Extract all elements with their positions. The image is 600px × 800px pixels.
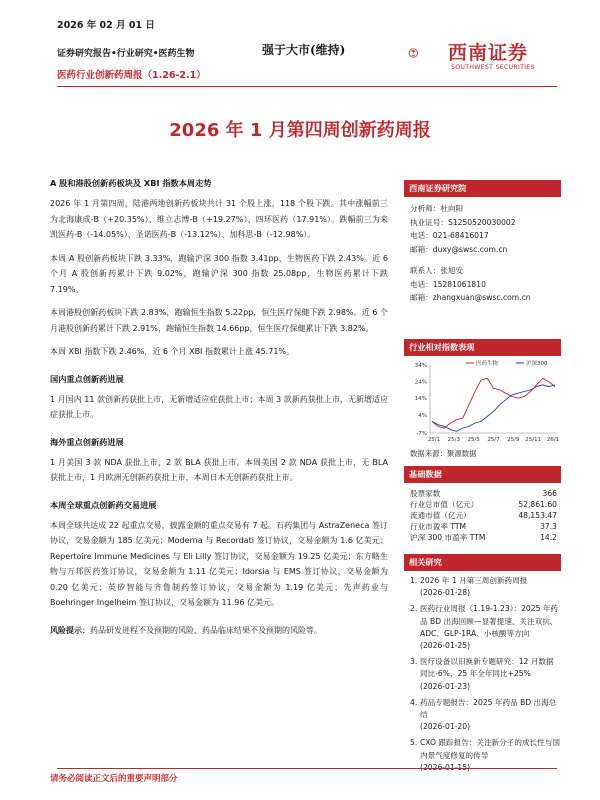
section-heading: 海外重点创新药进展 <box>50 436 124 447</box>
market-table <box>404 488 561 543</box>
section-market <box>50 176 388 360</box>
related-date: (2026-01-25) <box>420 641 471 651</box>
footer-rule <box>57 768 557 769</box>
related-title: 药品专题报告：2025 年药品 BD 出海总结 <box>420 697 557 720</box>
y-tick-label: 24% <box>414 379 427 386</box>
chart-header <box>404 339 561 356</box>
x-tick-label: 25/1 <box>427 437 441 443</box>
item-number: 1. <box>410 576 418 585</box>
legend-label: 沪深300 <box>526 361 548 367</box>
phone: 021-68416017 <box>432 231 489 240</box>
item-number: 5. <box>410 738 418 748</box>
related-list <box>404 575 561 774</box>
label: 邮箱： <box>410 244 433 254</box>
market-key: 股票家数 <box>410 489 441 498</box>
rating: 强于大市(维持) <box>262 43 346 57</box>
series-line-csi300 <box>432 385 555 431</box>
related-text <box>420 603 561 652</box>
label: 执业证号： <box>410 217 448 227</box>
label: 电话： <box>410 279 433 289</box>
related-item[interactable] <box>410 575 561 599</box>
y-tick-label: 14% <box>414 396 427 403</box>
email-link[interactable]: duxy@swsc.com.cn <box>432 244 508 254</box>
related-title: 2026 年 1 月第三周创新药周报 <box>420 576 528 585</box>
main-content <box>50 176 388 646</box>
chart-source: 数据来源：聚源数据 <box>410 449 477 458</box>
paragraph: 本周全球共达成 22 起重点交易，披露金额的重点交易有 7 起。石药集团与 AstraZeneca 签订协议，交易金额为 185 亿美元；Moderna 与 Recordati 签订协议，交易金额为 1.6 亿美元；Repertoire Immune Medicines 与 Eli Lilly 签订协议，交易金额为 19.25 亿美元；东方略生物与万邦医药签订协议，交易金额为 1.11 亿美元；Idorsia 与 EMS 签订协议，交易金额为 0.20 亿美元；英矽智能与齐鲁制药签订协议，交易金额为 1.19 亿美元；先声药业与 Boehringer Ingelheim 签订协议，交易金额为 11.96 亿美元。 <box>50 520 388 607</box>
phone: 15281061810 <box>432 279 486 289</box>
report-series: 医药行业创新药周报（1.26-2.1） <box>57 70 206 81</box>
analyst-panel <box>404 180 561 305</box>
market-row <box>404 488 561 499</box>
label: 分析师： <box>410 204 441 213</box>
market-value: 48,153.47 <box>518 511 557 520</box>
section-deals <box>50 498 388 611</box>
market-row <box>404 532 561 543</box>
related-title: CXO 跟踪报告：关注新分子的成长性与国内景气度修复的传导 <box>420 738 560 760</box>
market-key: 行业市盈率 TTM <box>410 522 467 531</box>
x-tick-label: 25/7 <box>487 437 500 443</box>
header-rule <box>57 86 557 87</box>
paragraph: 本周 XBI 指数下跌 2.46%，近 6 个月 XBI 指数累计上涨 45.71%。 <box>50 347 295 356</box>
market-value: 366 <box>542 489 557 498</box>
logo-english: SOUTHWEST SECURITIES <box>451 64 535 71</box>
legend-label: 医药生物 <box>476 361 499 367</box>
market-key: 流通市值（亿元） <box>410 511 471 520</box>
related-title: 医疗设备以旧换新专题研究：12 月数据同比-6%，25 年全年同比+25% <box>420 657 554 679</box>
y-tick-label: 4% <box>418 412 427 419</box>
report-date: 2026 年 02 月 01 日 <box>57 20 155 31</box>
market-row <box>404 499 561 510</box>
x-tick-label: 25/11 <box>525 437 542 443</box>
analyst-info <box>404 202 561 305</box>
paragraph: 2026 年 1 月第四周，陆港两地创新药板块共计 31 个股上涨，118 个股下跌。其中涨幅前三为北海康成-B（+20.35%）、维立志博-B（+19.27%）、四环医药（17.91%）。跌幅前三为来凯医药-B（-14.05%）、圣诺医药-B（-13.12%）、加科思-B（-12.98%）。 <box>50 199 388 239</box>
related-date: (2026-01-28) <box>420 588 471 598</box>
y-tick-label: -7% <box>416 431 427 437</box>
x-tick-label: 26/1 <box>546 437 560 443</box>
market-value: 14.2 <box>540 533 557 542</box>
southwest-logo-icon <box>408 33 448 73</box>
label: 联系人： <box>410 266 441 275</box>
risk-label: 风险提示： <box>50 625 90 635</box>
market-key: 行业总市值（亿元） <box>410 500 479 509</box>
analyst-name: 杜向阳 <box>440 204 464 213</box>
market-key: 沪深 300 市盈率 TTM <box>410 533 486 542</box>
item-number: 4. <box>410 697 418 707</box>
risk-note <box>50 623 388 639</box>
series-line-pharma <box>432 378 555 428</box>
section-overseas <box>50 435 388 486</box>
related-date: (2026-01-20) <box>420 722 471 732</box>
section-heading: 本周全球重点创新药交易进展 <box>50 499 157 510</box>
cert-number: S1250520030002 <box>447 217 516 227</box>
logo-name: 西南证券 <box>448 42 529 64</box>
market-row <box>404 521 561 532</box>
analyst-heading: 西南证券研究院 <box>404 180 561 197</box>
page-title: 2026 年 1 月第四周创新药周报 <box>169 120 431 141</box>
x-tick-label: 25/3 <box>447 437 461 443</box>
related-text <box>420 656 561 693</box>
related-item[interactable] <box>410 697 561 734</box>
x-tick-label: 25/9 <box>507 437 520 443</box>
related-date: (2026-01-23) <box>420 681 471 691</box>
market-row <box>404 510 561 521</box>
paragraph: 1 月美国 3 款 NDA 获批上市，2 款 BLA 获批上市。本周美国 2 款 NDA 获批上市，无 BLA 获批上市，1 月欧洲无创新药获批上市，本周日本无创新药获批上市。 <box>50 457 388 482</box>
section-heading: A 股和港股创新药板块及 XBI 指数本周走势 <box>50 178 212 188</box>
related-heading: 相关研究 <box>404 554 561 571</box>
footer-disclaimer[interactable]: 请务必阅读正文后的重要声明部分 <box>50 774 178 784</box>
related-item[interactable] <box>410 656 561 693</box>
paragraph: 1 月国内 11 款创新药获批上市，无新增适应症获批上市；本周 3 款新药获批上市，无新增适应症获批上市。 <box>50 394 388 419</box>
contact-name: 张旭安 <box>440 266 464 275</box>
x-tick-label: 25/5 <box>467 437 480 443</box>
paragraph: 本周 A 股创新药板块下跌 3.33%，跑输沪深 300 指数 3.41pp，生物医药下跌 2.43%。近 6 个月 A 股创新药累计下跌 9.02%，跑输沪深 300 指数 25.08pp，生物医药累计下跌 7.19%。 <box>50 253 388 294</box>
related-text <box>420 575 561 599</box>
relative-index-chart <box>404 355 561 455</box>
label: 电话： <box>410 231 433 240</box>
market-value: 52,861.60 <box>518 500 557 509</box>
section-domestic <box>50 372 388 423</box>
related-text <box>420 697 561 734</box>
item-number: 3. <box>410 657 418 667</box>
email-link[interactable]: zhangxuan@swsc.com.cn <box>432 293 531 302</box>
chart-heading: 行业相对指数表现 <box>404 339 561 356</box>
risk-text: 药品研发进程不及预期的风险、药品临床结果不及预期的风险等。 <box>90 625 322 635</box>
label: 邮箱： <box>410 293 433 302</box>
related-panel <box>404 554 561 778</box>
report-type: 证券研究报告•行业研究•医药生物 <box>57 49 195 59</box>
y-tick-label: 34% <box>414 363 427 369</box>
section-heading: 国内重点创新药进展 <box>50 373 124 384</box>
market-heading: 基础数据 <box>404 466 561 483</box>
market-data-panel <box>404 466 561 543</box>
related-item[interactable] <box>410 603 561 652</box>
paragraph: 本周港股创新药板块下跌 2.83%，跑输恒生指数 5.22pp，恒生医疗保健下跌 2.98%。近 6 个月港股创新药累计下跌 2.91%，跑输恒生指数 14.66pp，恒生医疗保健累计下跌 3.82%。 <box>50 308 388 333</box>
item-number: 2. <box>410 604 418 614</box>
market-value: 37.3 <box>540 522 557 531</box>
related-title: 医药行业周报（1.19-1.23）：2025 年药品 BD 出海回顾—显著提速，关注双抗、ADC、GLP-1RA、小核酸等方向 <box>420 604 559 638</box>
